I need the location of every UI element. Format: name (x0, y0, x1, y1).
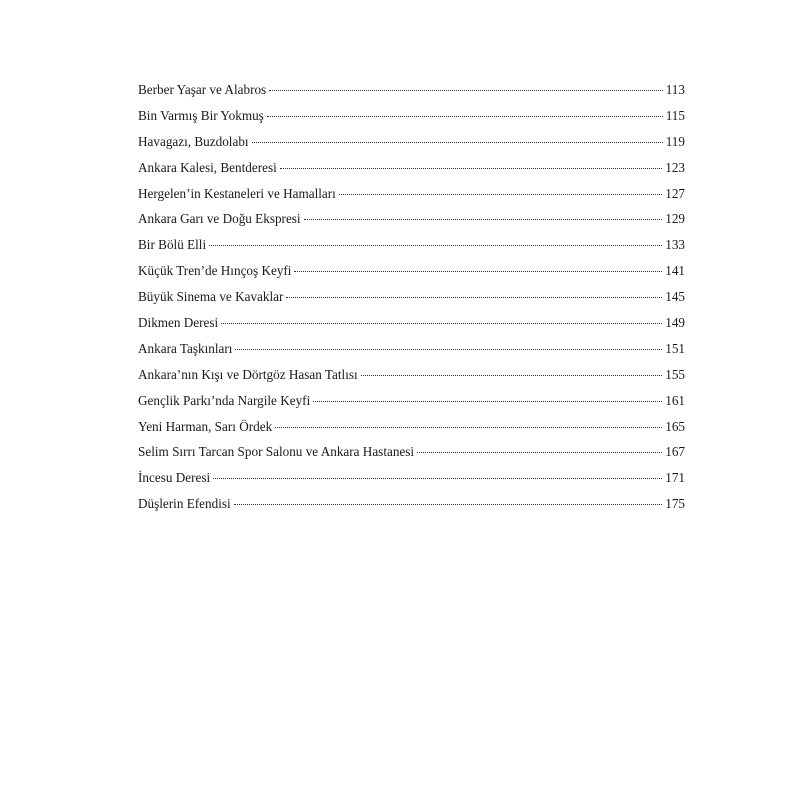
toc-entry-title: Büyük Sinema ve Kavaklar (138, 289, 284, 305)
toc-entry-title: Havagazı, Buzdolabı (138, 133, 249, 149)
toc-entry-page: 155 (665, 366, 685, 382)
toc-entry-title: Dikmen Deresi (138, 315, 219, 331)
toc-entry-title: Bin Varmış Bir Yokmuş (138, 107, 264, 123)
toc-entry-page: 149 (665, 315, 685, 331)
toc-entry-title: Gençlik Parkı’nda Nargile Keyfi (138, 392, 311, 408)
toc-entry-page: 123 (665, 159, 685, 175)
toc-entry (138, 258, 685, 284)
toc-entry (138, 465, 685, 491)
toc-entry (138, 77, 685, 103)
toc-dot-leader (313, 401, 662, 402)
toc-dot-leader (221, 323, 662, 324)
toc-entry-page: 141 (665, 263, 685, 279)
toc-entry-title: Ankara’nın Kışı ve Dörtgöz Hasan Tatlısı (138, 366, 358, 382)
toc-dot-leader (417, 452, 662, 453)
toc-dot-leader (361, 375, 663, 376)
toc-entry-title: Bir Bölü Elli (138, 237, 207, 253)
toc-entry (138, 414, 685, 440)
toc-entry-page: 161 (665, 392, 685, 408)
toc-dot-leader (235, 349, 662, 350)
toc-entry-page: 115 (665, 107, 685, 123)
toc-entry (138, 310, 685, 336)
toc-entry-page: 129 (665, 211, 685, 227)
toc-entry-title: Hergelen’in Kestaneleri ve Hamalları (138, 185, 336, 201)
toc-dot-leader (234, 504, 663, 505)
toc-entry (138, 129, 685, 155)
toc-entry (138, 491, 685, 517)
toc-entry-page: 151 (665, 340, 685, 356)
toc-entry (138, 206, 685, 232)
toc-entry-title: Düşlerin Efendisi (138, 496, 231, 512)
toc-entry-page: 165 (665, 418, 685, 434)
toc-dot-leader (267, 116, 663, 117)
toc-entry-page: 113 (665, 82, 685, 97)
toc-entry-page: 145 (665, 289, 685, 305)
toc-entry-page: 119 (665, 133, 685, 149)
toc-entry (138, 232, 685, 258)
toc-entry (138, 336, 685, 362)
toc-entry (138, 181, 685, 207)
toc-dot-leader (304, 219, 663, 220)
toc-entry-title: Ankara Kalesi, Bentderesi (138, 159, 277, 175)
toc-entry (138, 388, 685, 414)
toc-entry (138, 155, 685, 181)
toc-entry-title: İncesu Deresi (138, 470, 211, 486)
table-of-contents (138, 77, 685, 517)
toc-dot-leader (286, 297, 662, 298)
toc-entry-title: Berber Yaşar ve Alabros (138, 82, 267, 97)
toc-entry-page: 127 (665, 185, 685, 201)
toc-entry (138, 284, 685, 310)
toc-entry-title: Küçük Tren’de Hınçoş Keyfi (138, 263, 292, 279)
toc-dot-leader (209, 245, 662, 246)
toc-entry (138, 439, 685, 465)
toc-dot-leader (339, 194, 662, 195)
toc-entry (138, 362, 685, 388)
toc-dot-leader (275, 427, 662, 428)
toc-entry-page: 175 (665, 496, 685, 512)
toc-entry-title: Ankara Garı ve Doğu Ekspresi (138, 211, 301, 227)
toc-entry-page: 133 (665, 237, 685, 253)
toc-entry-page: 171 (665, 470, 685, 486)
toc-dot-leader (280, 168, 662, 169)
toc-entry-title: Yeni Harman, Sarı Ördek (138, 418, 273, 434)
toc-dot-leader (294, 271, 662, 272)
toc-entry (138, 103, 685, 129)
toc-dot-leader (213, 478, 662, 479)
toc-dot-leader (252, 142, 663, 143)
toc-entry-title: Selim Sırrı Tarcan Spor Salonu ve Ankara Hastanesi (138, 444, 415, 460)
toc-entry-page: 167 (665, 444, 685, 460)
toc-entry-title: Ankara Taşkınları (138, 340, 233, 356)
toc-dot-leader (269, 90, 663, 91)
